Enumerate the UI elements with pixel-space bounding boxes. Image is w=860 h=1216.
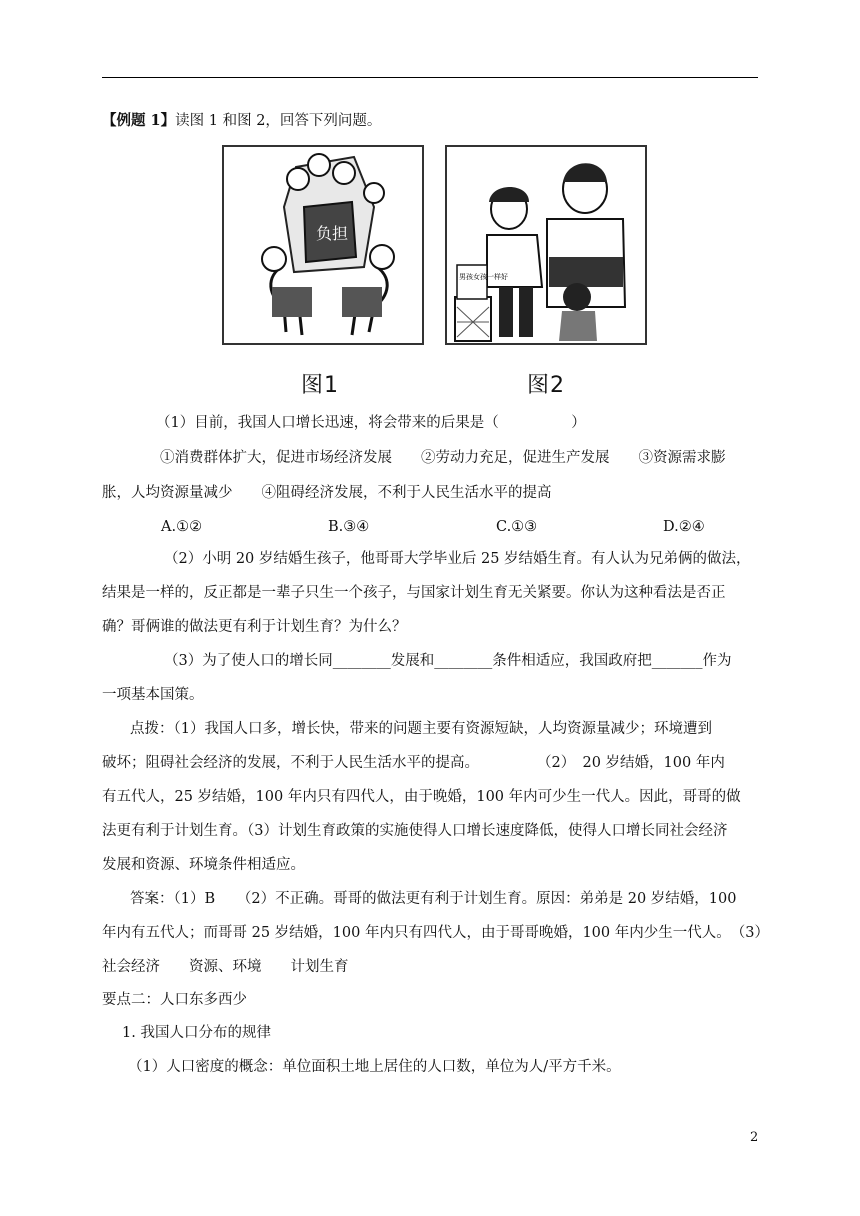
q2-line1: （2）小明 20 岁结婚生孩子，他哥哥大学毕业后 25 岁结婚生育。有人认为兄弟俩的做法， [164, 551, 751, 567]
q2-line3: 确？哥俩谁的做法更有利于计划生育？为什么？ [102, 619, 407, 635]
example-label: 【例题 1】 [102, 112, 176, 129]
figure-1-illustration [224, 147, 422, 343]
q1-options-line2: 胀，人均资源量减少 ④阻碍经济发展，不利于人民生活水平的提高 [102, 485, 552, 501]
answer-line3: 社会经济 资源、环境 计划生育 [102, 959, 349, 975]
q3-line2: 一项基本国策。 [102, 687, 204, 703]
q1-choice-a: A.①② [161, 519, 203, 535]
answer-line2: 年内有五代人；而哥哥 25 岁结婚，100 年内只有四代人，由于哥哥晚婚，100 年内少生一代人。 （3） [102, 925, 769, 941]
q1-choice-b: B.③④ [328, 519, 370, 535]
section-title: 要点二：人口东多西少 [102, 992, 247, 1008]
answer-line1: 答案：（1）B （2）不正确。哥哥的做法更有利于计划生育。原因：弟弟是 20 岁结婚，100 [130, 891, 737, 907]
q3-line1: （3）为了使人口的增长同________发展和________条件相适应，我国政府把_______作为 [164, 653, 732, 669]
q1-choice-d: D.②④ [663, 519, 705, 535]
section-subheading: 1. 我国人口分布的规律 [122, 1025, 271, 1041]
figure-2-cartoon [445, 145, 647, 345]
hint-line1: 点拨：（1）我国人口多，增长快，带来的问题主要有资源短缺，人均资源量减少；环境遭到 [130, 721, 712, 737]
q1-stem: （1）目前，我国人口增长迅速，将会带来的后果是（ ） [156, 415, 586, 431]
example-heading [102, 111, 381, 131]
q1-choice-c: C.①③ [496, 519, 538, 535]
q2-line2: 结果是一样的，反正都是一辈子只生一个孩子，与国家计划生育无关紧要。你认为这种看法是否正 [102, 585, 726, 601]
figure-2-illustration [447, 147, 645, 343]
hint-line4: 法更有利于计划生育。（3）计划生育政策的实施使得人口增长速度降低，使得人口增长同社会经济 [102, 823, 728, 839]
q1-options-line1: ①消费群体扩大，促进市场经济发展 ②劳动力充足，促进生产发展 ③资源需求膨 [160, 450, 726, 466]
figure-1-sign: 负担 [316, 224, 349, 243]
header-rule [102, 77, 758, 78]
figure-1-cartoon [222, 145, 424, 345]
hint-line2: 破坏；阻碍社会经济的发展，不利于人民生活水平的提高。 （2） 20 岁结婚，100 年内 [102, 755, 725, 771]
hint-line3: 有五代人，25 岁结婚，100 年内只有四代人，由于晚婚，100 年内可少生一代人。因此，哥哥的做 [102, 789, 741, 805]
page-number: 2 [750, 1130, 759, 1145]
section-item-1: （1）人口密度的概念：单位面积土地上居住的人口数，单位为人/平方千米。 [128, 1059, 621, 1075]
figure-2-caption: 图2 [527, 373, 565, 398]
hint-line5: 发展和资源、环境条件相适应。 [102, 857, 305, 873]
example-prompt: 读图 1 和图 2，回答下列问题。 [175, 113, 382, 129]
figure-1-caption: 图1 [301, 373, 339, 398]
figure-2-sign: 男孩女孩一样好 [459, 273, 508, 281]
